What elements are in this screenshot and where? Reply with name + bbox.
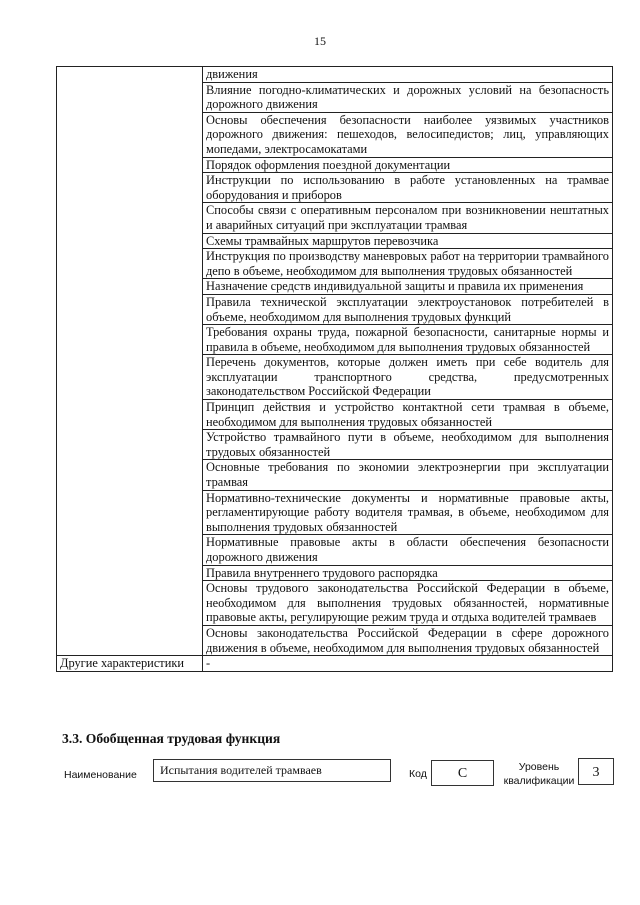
name-label: Наименование xyxy=(64,769,137,781)
other-characteristics-row xyxy=(57,656,613,672)
qualification-level-label xyxy=(503,760,575,788)
code-label: Код xyxy=(409,768,427,780)
knowledge-table xyxy=(56,66,613,672)
qualification-level-label-line2: квалификации xyxy=(503,775,575,787)
knowledge-item: Требования охраны труда, пожарной безопасности, санитарные нормы и правила в объеме, необходимом для выполнения трудовых обязанностей xyxy=(203,325,613,355)
knowledge-item: Основы законодательства Российской Федерации в сфере дорожного движения в объеме, необходимом для выполнения трудовых обязанностей xyxy=(203,625,613,655)
other-characteristics-value: - xyxy=(203,656,613,672)
knowledge-item: Правила внутреннего трудового распорядка xyxy=(203,565,613,581)
knowledge-item: Принцип действия и устройство контактной сети трамвая в объеме, необходимом для выполнения трудовых обязанностей xyxy=(203,400,613,430)
knowledge-item: Перечень документов, которые должен иметь при себе водитель для эксплуатации транспортного средства, предусмотренных законодательством Российской Федерации xyxy=(203,355,613,400)
knowledge-item: Инструкция по производству маневровых работ на территории трамвайного депо в объеме, необходимом для выполнения трудовых обязанностей xyxy=(203,249,613,279)
knowledge-item: Нормативные правовые акты в области обеспечения безопасности дорожного движения xyxy=(203,535,613,565)
merged-left-cell xyxy=(57,67,203,656)
knowledge-item: Основы обеспечения безопасности наиболее уязвимых участников дорожного движения: пешеходов, велосипедистов; лиц, управляющих мопедами, электросамокатами xyxy=(203,112,613,157)
knowledge-item: Нормативно-технические документы и нормативные правовые акты, регламентирующие работу водителя трамвая, в объеме, необходимом для выполнения трудовых обязанностей xyxy=(203,490,613,535)
page-number: 15 xyxy=(314,34,326,48)
section-heading: 3.3. Обобщенная трудовая функция xyxy=(62,731,281,746)
knowledge-item: Инструкции по использованию в работе установленных на трамвае оборудования и приборов xyxy=(203,173,613,203)
knowledge-item: Влияние погодно-климатических и дорожных условий на безопасность дорожного движения xyxy=(203,82,613,112)
knowledge-table-body xyxy=(57,67,613,672)
other-characteristics-label: Другие характеристики xyxy=(57,656,203,672)
table-row xyxy=(57,67,613,83)
qualification-level-box: 3 xyxy=(578,758,614,785)
qualification-level-label-line1: Уровень xyxy=(518,761,560,773)
name-value-box: Испытания водителей трамваев xyxy=(153,759,391,782)
knowledge-item: Порядок оформления поездной документации xyxy=(203,157,613,173)
knowledge-item: Основные требования по экономии электроэнергии при эксплуатации трамвая xyxy=(203,460,613,490)
code-value-box: C xyxy=(431,760,494,786)
knowledge-item: Основы трудового законодательства Российской Федерации в объеме, необходимом для выполнения трудовых обязанностей, нормативные правовые акты, регулирующие режим труда и отдыха водителей трамваев xyxy=(203,581,613,626)
knowledge-item: Схемы трамвайных маршрутов перевозчика xyxy=(203,233,613,249)
knowledge-item: Правила технической эксплуатации электроустановок потребителей в объеме, необходимом для выполнения трудовых функций xyxy=(203,294,613,324)
knowledge-item: Способы связи с оперативным персоналом при возникновении нештатных и аварийных ситуаций при эксплуатации трамвая xyxy=(203,203,613,233)
knowledge-item: Устройство трамвайного пути в объеме, необходимом для выполнения трудовых обязанностей xyxy=(203,430,613,460)
knowledge-item: движения xyxy=(203,67,613,83)
knowledge-item: Назначение средств индивидуальной защиты и правила их применения xyxy=(203,279,613,295)
